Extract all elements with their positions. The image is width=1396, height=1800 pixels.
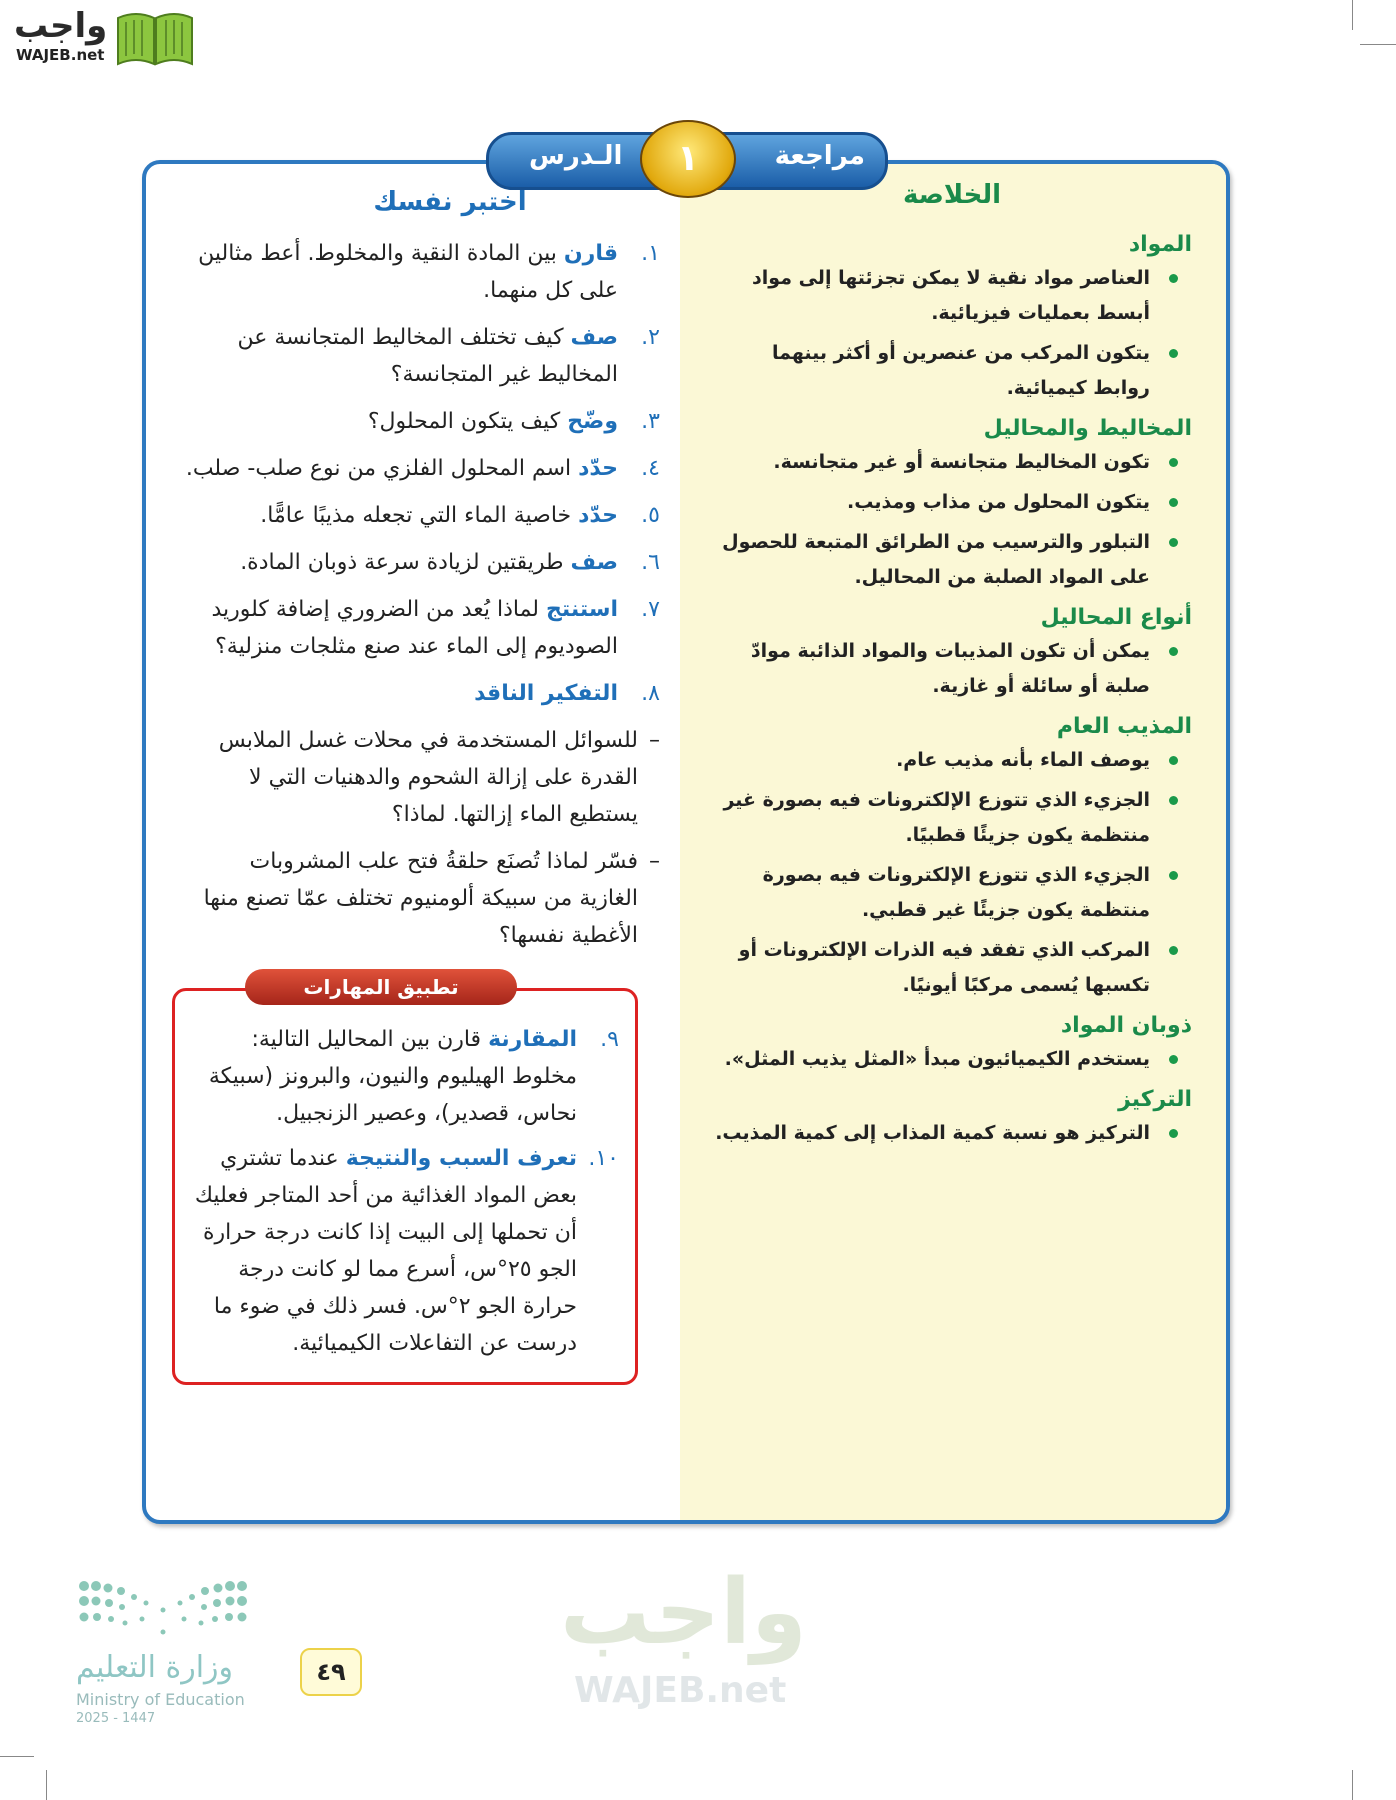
watermark-word: واجب <box>560 1560 807 1665</box>
summary-bullet-list <box>712 743 1192 1003</box>
critical-thinking-question: – فسّر لماذا تُصنَع حلقةُ فتح علب المشروبات الغازية من سبيكة ألومنيوم تختلف عمّا تصنع منها الأغطية نفسها؟ <box>190 843 660 954</box>
self-test-question <box>180 497 660 534</box>
summary-bullet: المركب الذي تفقد فيه الذرات الإلكترونات أو تكسبها يُسمى مركبًا أيونيًا. <box>712 933 1150 1003</box>
self-test-question <box>180 235 660 309</box>
summary-list <box>712 232 1192 1151</box>
watermark <box>560 1560 820 1720</box>
summary-heading: المواد <box>1128 232 1192 257</box>
skills-question <box>191 1140 619 1362</box>
summary-heading: أنواع المحاليل <box>1040 605 1192 630</box>
wajeb-logo[interactable] <box>8 4 193 68</box>
lesson-number: ١ <box>640 120 736 198</box>
crop-mark <box>1352 1770 1353 1800</box>
question-number: ٥. <box>641 503 660 528</box>
summary-bullet-list <box>712 1042 1192 1077</box>
summary-bullet: الجزيء الذي تتوزع الإلكترونات فيه بصورة منتظمة يكون جزيئًا غير قطبي. <box>712 858 1150 928</box>
summary-heading: ذوبان المواد <box>1060 1013 1192 1038</box>
question-keyword: التفكير الناقد <box>474 681 618 706</box>
logo-site: WAJEB.net <box>16 46 105 64</box>
question-keyword: استنتج <box>546 597 618 622</box>
question-text: عندما تشتري بعض المواد الغذائية من أحد المتاجر فعليك أن تحملها إلى البيت إذا كانت درجة حرارة الجو ٢٥°س، أسرع مما لو كانت درجة حرارة الجو ٢°س. فسر ذلك في ضوء ما درست عن التفاعلات الكيميائية. <box>194 1146 577 1356</box>
summary-bullet-list <box>712 634 1192 704</box>
critical-thinking-question: – للسوائل المستخدمة في محلات غسل الملابس القدرة على إزالة الشحوم والدهنيات التي لا يستطيع الماء إزالتها. لماذا؟ <box>190 722 660 833</box>
question-keyword: صف <box>570 325 618 350</box>
question-number: ٢. <box>641 325 660 350</box>
edition-year: 2025 - 1447 <box>76 1711 156 1726</box>
summary-section <box>712 180 1192 1156</box>
crop-mark <box>1352 0 1353 30</box>
crop-mark <box>0 1756 34 1757</box>
question-keyword: حدّد <box>578 456 618 481</box>
lesson-label: الـدرس <box>529 141 623 171</box>
question-keyword: المقارنة <box>488 1027 577 1052</box>
self-test-section <box>180 184 660 1385</box>
ministry-name-ar: وزارة التعليم <box>76 1650 234 1685</box>
self-test-question <box>180 319 660 393</box>
self-test-question <box>180 591 660 665</box>
self-test-title: اختبر نفسك <box>373 187 527 217</box>
ministry-logo <box>76 1580 256 1730</box>
summary-bullet: تكون المخاليط متجانسة أو غير متجانسة. <box>712 445 1150 480</box>
self-test-question <box>180 544 660 581</box>
crop-mark <box>46 1770 47 1800</box>
question-number: ٣. <box>641 409 660 434</box>
summary-bullet: التركيز هو نسبة كمية المذاب إلى كمية المذيب. <box>712 1116 1150 1151</box>
summary-bullet: العناصر مواد نقية لا يمكن تجزئتها إلى مواد أبسط بعمليات فيزيائية. <box>712 261 1150 331</box>
question-number: ١. <box>641 241 660 266</box>
question-number: ٩. <box>600 1027 619 1052</box>
summary-bullet: الجزيء الذي تتوزع الإلكترونات فيه بصورة غير منتظمة يكون جزيئًا قطبيًا. <box>712 783 1150 853</box>
self-test-question <box>180 450 660 487</box>
question-text: لماذا يُعد من الضروري إضافة كلوريد الصوديوم إلى الماء عند صنع مثلجات منزلية؟ <box>211 597 618 659</box>
summary-bullet-list <box>712 1116 1192 1151</box>
skills-title: تطبيق المهارات <box>245 969 517 1005</box>
critical-thinking-list <box>180 722 660 954</box>
question-number: ٤. <box>641 456 660 481</box>
summary-bullet-list <box>712 261 1192 406</box>
summary-heading: المخاليط والمحاليل <box>983 416 1192 441</box>
logo-word: واجب <box>14 6 108 46</box>
question-text: قارن بين المحاليل التالية: مخلوط الهيليوم والنيون، والبرونز (سبيكة نحاس، قصدير)، وعصير الزنجبيل. <box>208 1027 577 1126</box>
skills-question <box>191 1021 619 1132</box>
question-keyword: قارن <box>563 241 618 266</box>
summary-bullet: يتكون المحلول من مذاب ومذيب. <box>712 485 1150 520</box>
question-number: ٧. <box>641 597 660 622</box>
ministry-name-en: Ministry of Education <box>76 1690 245 1709</box>
question-text: كيف تختلف المخاليط المتجانسة عن المخاليط غير المتجانسة؟ <box>237 325 618 387</box>
question-keyword: تعرف السبب والنتيجة <box>345 1146 577 1171</box>
skills-list <box>191 1021 619 1362</box>
self-test-question <box>180 403 660 440</box>
self-test-question <box>180 675 660 712</box>
summary-bullet: يمكن أن تكون المذيبات والمواد الذائبة موادّ صلبة أو سائلة أو غازية. <box>712 634 1150 704</box>
summary-heading: التركيز <box>1118 1087 1192 1112</box>
question-text: كيف يتكون المحلول؟ <box>367 409 568 434</box>
question-number: ١٠. <box>588 1146 619 1171</box>
question-keyword: حدّد <box>578 503 618 528</box>
question-keyword: وضّح <box>567 409 618 434</box>
question-number: ٦. <box>641 550 660 575</box>
summary-heading: المذيب العام <box>1056 714 1192 739</box>
summary-bullet: يوصف الماء بأنه مذيب عام. <box>712 743 1150 778</box>
question-text: اسم المحلول الفلزي من نوع صلب- صلب. <box>185 456 579 481</box>
summary-bullet: التبلور والترسيب من الطرائق المتبعة للحصول على المواد الصلبة من المحاليل. <box>712 525 1150 595</box>
skills-box <box>172 975 638 1385</box>
summary-bullet-list <box>712 445 1192 595</box>
summary-bullet: يتكون المركب من عنصرين أو أكثر بينهما روابط كيميائية. <box>712 336 1150 406</box>
question-number: ٨. <box>641 681 660 706</box>
summary-title: الخلاصة <box>902 180 1002 210</box>
question-text: بين المادة النقية والمخلوط. أعط مثالين على كل منهما. <box>198 241 618 303</box>
review-label: مراجعة <box>774 141 865 171</box>
question-text: خاصية الماء التي تجعله مذيبًا عامًّا. <box>260 503 579 528</box>
summary-bullet: يستخدم الكيميائيون مبدأ «المثل يذيب المثل». <box>712 1042 1150 1077</box>
watermark-site: WAJEB.net <box>574 1670 787 1711</box>
question-keyword: صف <box>570 550 618 575</box>
ministry-dots-icon <box>78 1580 248 1640</box>
page-number: ٤٩ <box>300 1648 362 1696</box>
question-text: طريقتين لزيادة سرعة ذوبان المادة. <box>240 550 571 575</box>
book-icon <box>116 8 194 66</box>
crop-mark <box>1360 44 1396 45</box>
self-test-list <box>180 235 660 712</box>
